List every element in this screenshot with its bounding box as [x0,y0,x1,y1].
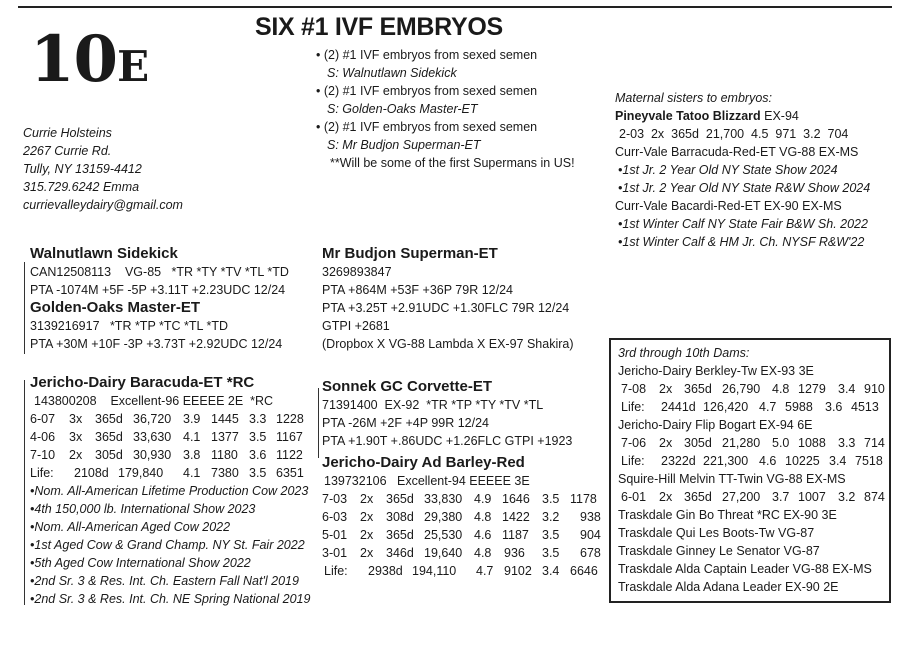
dam-name: Squire-Hill Melvin TT-Twin VG-88 EX-MS [618,472,846,486]
honor-item: •Nom. All-American Aged Cow 2022 [30,520,231,534]
honor-item: •1st Jr. 2 Year Old NY State Show 2024 [618,163,838,177]
master-name: Golden-Oaks Master-ET [30,299,201,316]
embryo-sire: S: Walnutlawn Sidekick [327,66,457,80]
sidekick-line: PTA -1074M +5F -5P +3.11T +2.23UDC 12/24 [30,283,286,297]
dam-name: Jericho-Dairy Flip Bogart EX-94 6E [618,418,813,432]
dam-name: Jericho-Dairy Berkley-Tw EX-93 3E [618,364,814,378]
corvette-line: PTA -26M +2F +4P 99R 12/24 [322,416,489,430]
lot-number: 10E [30,22,149,97]
record-row: 7-03 2x 365d 33,830 4.9 1646 3.5 1178 [322,492,597,506]
superman-block [322,245,574,353]
life-row: Life: 2441d 126,420 4.7 5988 3.6 4513 [621,400,879,414]
blizzard-record: 2-03 2x 365d 21,700 4.5 971 3.2 704 [619,127,849,141]
consignor-block [23,124,183,214]
pedigree-bracket [24,262,25,354]
record-row: 7-06 2x 305d 21,280 5.0 1088 3.3 714 [621,436,885,450]
honor-item: •Nom. All-American Lifetime Production Cow 2023 [30,484,309,498]
blizzard-name: Pineyvale Tatoo Blizzard [615,109,761,123]
record-row: 6-03 2x 308d 29,380 4.8 1422 3.2 938 [322,510,601,524]
embryo-sire: S: Golden-Oaks Master-ET [327,102,478,116]
baracuda-block [30,374,310,608]
barracuda-sister: Curr-Vale Barracuda-Red-ET VG-88 EX-MS [615,145,859,159]
bacardi-sister: Curr-Vale Bacardi-Red-ET EX-90 EX-MS [615,199,842,213]
dam-name: Traskdale Qui Les Boots-Tw VG-87 [618,526,815,540]
life-row: Life: 2938d 194,110 4.7 9102 3.4 6646 [324,564,598,578]
barley-reg: 139732106 Excellent-94 EEEEE 3E [324,474,530,488]
barley-block [322,454,601,580]
sidekick-name: Walnutlawn Sidekick [30,245,178,262]
page-title: SIX #1 IVF EMBRYOS [255,13,503,41]
consignor-phone: 315.729.6242 Emma [23,180,140,194]
record-row: 5-01 2x 365d 25,530 4.6 1187 3.5 904 [322,528,601,542]
superman-name: Mr Budjon Superman-ET [322,245,498,262]
dam-name: Traskdale Ginney Le Senator VG-87 [618,544,820,558]
top-rule [18,6,892,8]
honor-item: •5th Aged Cow International Show 2022 [30,556,251,570]
record-row: 7-10 2x 305d 30,930 3.8 1180 3.6 1122 [30,448,303,462]
life-row: Life: 2322d 221,300 4.6 10225 3.4 7518 [621,454,883,468]
consignor-city: Tully, NY 13159-4412 [23,162,142,176]
consignor-address: 2267 Currie Rd. [23,144,112,158]
corvette-line: 71391400 EX-92 *TR *TP *TY *TV *TL [322,398,544,412]
embryo-sire: S: Mr Budjon Superman-ET [327,138,481,152]
honor-item: •2nd Sr. 3 & Res. Int. Ch. NE Spring National 2019 [30,592,311,606]
embryo-line: • (2) #1 IVF embryos from sexed semen [316,84,538,98]
dam-name: Traskdale Alda Adana Leader EX-90 2E [618,580,839,594]
embryo-line: • (2) #1 IVF embryos from sexed semen [316,48,538,62]
embryo-list [316,46,575,172]
corvette-name: Sonnek GC Corvette-ET [322,378,493,395]
honor-item: •2nd Sr. 3 & Res. Int. Ch. Eastern Fall Nat'l 2019 [30,574,299,588]
record-row: 6-01 2x 365d 27,200 3.7 1007 3.2 874 [621,490,885,504]
honor-item: •1st Aged Cow & Grand Champ. NY St. Fair 2022 [30,538,305,552]
baracuda-name: Jericho-Dairy Baracuda-ET *RC [30,374,255,391]
consignor-name: Currie Holsteins [23,126,112,140]
record-row: 3-01 2x 346d 19,640 4.8 936 3.5 678 [322,546,601,560]
honor-item: •1st Jr. 2 Year Old NY State R&W Show 2024 [618,181,871,195]
superman-line: PTA +864M +53F +36P 79R 12/24 [322,283,513,297]
corvette-block [322,378,572,450]
life-row: Life: 2108d 179,840 4.1 7380 3.5 6351 [30,466,304,480]
sidekick-line: CAN12508113 VG-85 *TR *TY *TV *TL *TD [30,265,289,279]
dam-name: Traskdale Alda Captain Leader VG-88 EX-MS [618,562,872,576]
consignor-email: currievalleydairy@gmail.com [23,198,183,212]
dam-name: Traskdale Gin Bo Threat *RC EX-90 3E [618,508,837,522]
pedigree-bracket [24,380,25,605]
embryo-note: **Will be some of the first Supermans in US! [330,156,575,170]
superman-line: 3269893847 [322,265,392,279]
sidekick-block [30,245,289,353]
maternal-sisters [615,89,870,251]
dams-block [618,344,885,596]
blizzard-score: EX-94 [760,109,799,123]
barley-name: Jericho-Dairy Ad Barley-Red [322,454,525,471]
superman-line: GTPI +2681 [322,319,390,333]
embryo-line: • (2) #1 IVF embryos from sexed semen [316,120,538,134]
master-line: 3139216917 *TR *TP *TC *TL *TD [30,319,229,333]
record-row: 6-07 3x 365d 36,720 3.9 1445 3.3 1228 [30,412,304,426]
master-line: PTA +30M +10F -3P +3.73T +2.92UDC 12/24 [30,337,283,351]
honor-item: •4th 150,000 lb. International Show 2023 [30,502,256,516]
corvette-line: PTA +1.90T +.86UDC +1.26FLC GTPI +1923 [322,434,573,448]
dams-header: 3rd through 10th Dams: [618,346,750,360]
record-row: 7-08 2x 365d 26,790 4.8 1279 3.4 910 [621,382,885,396]
record-row: 4-06 3x 365d 33,630 4.1 1377 3.5 1167 [30,430,303,444]
baracuda-reg: 143800208 Excellent-96 EEEEE 2E *RC [34,394,274,408]
honor-item: •1st Winter Calf & HM Jr. Ch. NYSF R&W'22 [618,235,865,249]
honor-item: •1st Winter Calf NY State Fair B&W Sh. 2022 [618,217,868,231]
pedigree-bracket [318,388,319,458]
superman-line: PTA +3.25T +2.91UDC +1.30FLC 79R 12/24 [322,301,570,315]
maternal-header: Maternal sisters to embryos: [615,91,772,105]
superman-line: (Dropbox X VG-88 Lambda X EX-97 Shakira) [322,337,574,351]
